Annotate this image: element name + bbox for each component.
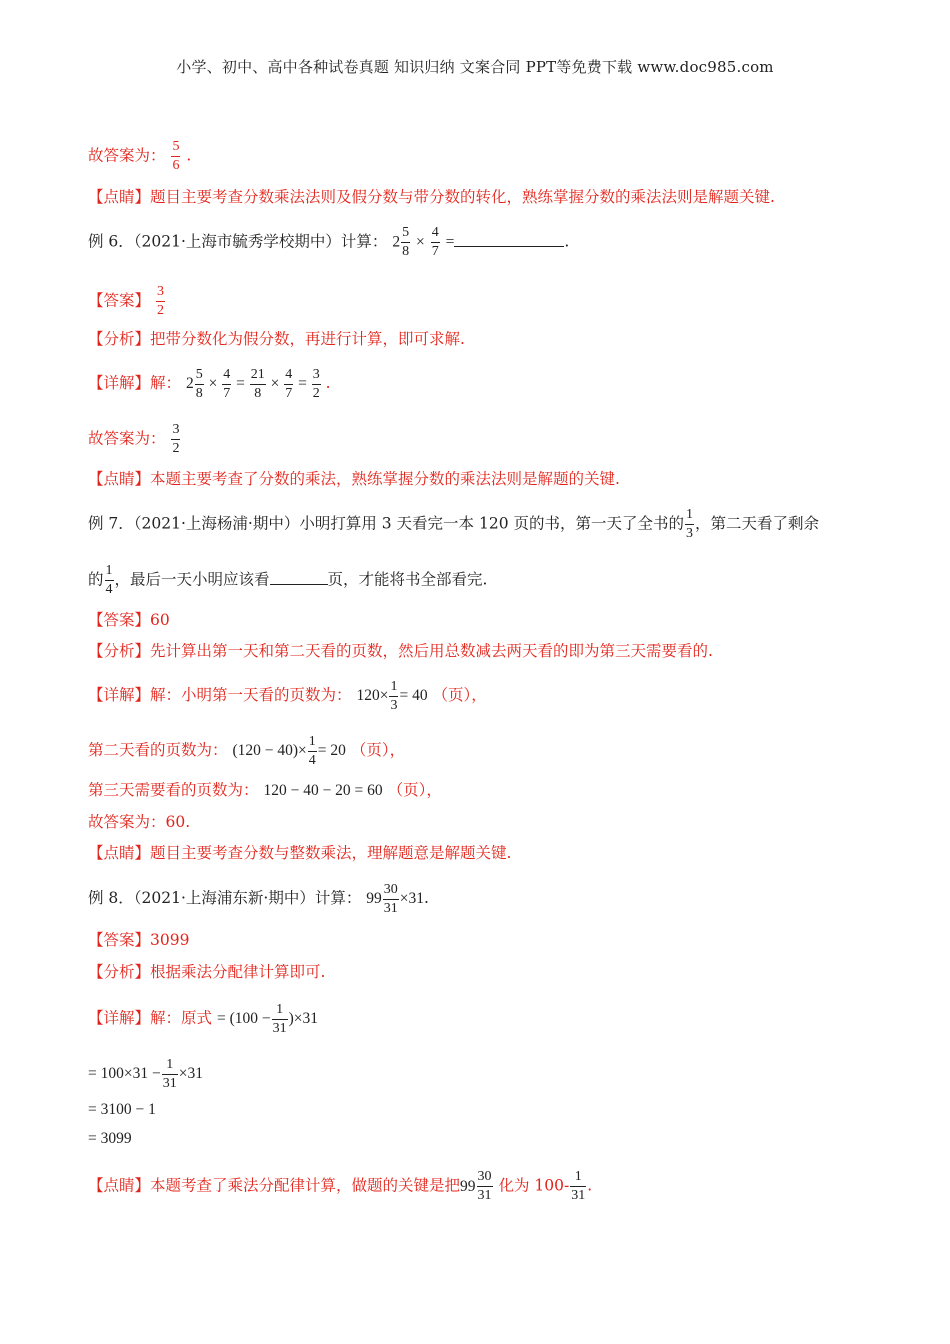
key-point-1: 【点睛】题目主要考查分数乘法法则及假分数与带分数的转化，熟练掌握分数的乘法法则是解题关键. [88,188,775,206]
example-7-analysis: 【分析】先计算出第一天和第二天看的页数，然后用总数减去两天看的即为第三天需要看的. [88,642,713,660]
example-6-so-answer: 故答案为： $\frac{3}{2}$ [88,422,180,456]
example-7-question-line-1: 例 7．（2021·上海杨浦·期中）小明打算用 3 天看完一本 120 页的书，第一天了全书的 $\frac{1}{3}$ ，第二天看了剩余 [88,507,820,541]
example-6-detail: 【详解】解： 2 $\frac{5}{8}$ × $\frac{4}{7}$ = $\frac{21}{8}$ × $\frac{4}{7}$ = $\frac{3}{2}$ . [88,367,331,401]
example-7-detail-3: 第三天需要看的页数为： 120 − 40 − 20 = 60 （页）， [88,781,442,799]
example-8-key-point: 【点睛】本题考查了乘法分配律计算，做题的关键是把99 $\frac{30}{31}$ 化为 100- $\frac{1}{31}$ . [88,1169,593,1204]
example-8-answer: 【答案】3099 [88,931,190,949]
example-8-step-3: = 3099 [88,1130,132,1147]
example-8-step-1: = 100×31 − $\frac{1}{31}$ ×31 [88,1057,203,1091]
example-8-step-2: = 3100 − 1 [88,1101,156,1118]
example-7-answer: 【答案】60 [88,611,170,629]
page-header: 小学、初中、高中各种试卷真题 知识归纳 文案合同 PPT等免费下载 www.doc985.com [176,58,774,76]
example-7-detail-1: 【详解】解：小明第一天看的页数为： 120× $\frac{1}{3}$ = 40 （页）， [88,679,487,713]
example-6-key-point: 【点睛】本题主要考查了分数的乘法，熟练掌握分数的乘法法则是解题的关键. [88,470,620,488]
answer-line-1: 故答案为： $\frac{5}{6}$ . [88,139,192,173]
example-7-question-line-2: 的 $\frac{1}{4}$ ，最后一天小明应该看 页，才能将书全部看完. [88,563,488,597]
example-6-analysis: 【分析】把带分数化为假分数，再进行计算，即可求解. [88,330,465,348]
example-6-answer: 【答案】 $\frac{3}{2}$ [88,284,164,318]
example-8-analysis: 【分析】根据乘法分配律计算即可. [88,963,326,981]
example-7-so-answer: 故答案为：60. [88,813,191,831]
example-8-detail: 【详解】解：原式 = (100 − $\frac{1}{31}$ )×31 [88,1002,319,1036]
example-6-question: 例 6．（2021·上海市毓秀学校期中）计算： 2 $\frac{5}{8}$ × $\frac{4}{7}$ = . [88,225,570,259]
example-8-question: 例 8．（2021·上海浦东新·期中）计算： 99 $\frac{30}{31}$ ×31. [88,882,429,916]
example-7-detail-2: 第二天看的页数为： (120 − 40)× $\frac{1}{4}$ = 20 （页）， [88,734,406,768]
example-7-key-point: 【点睛】题目主要考查分数与整数乘法，理解题意是解题关键. [88,844,512,862]
